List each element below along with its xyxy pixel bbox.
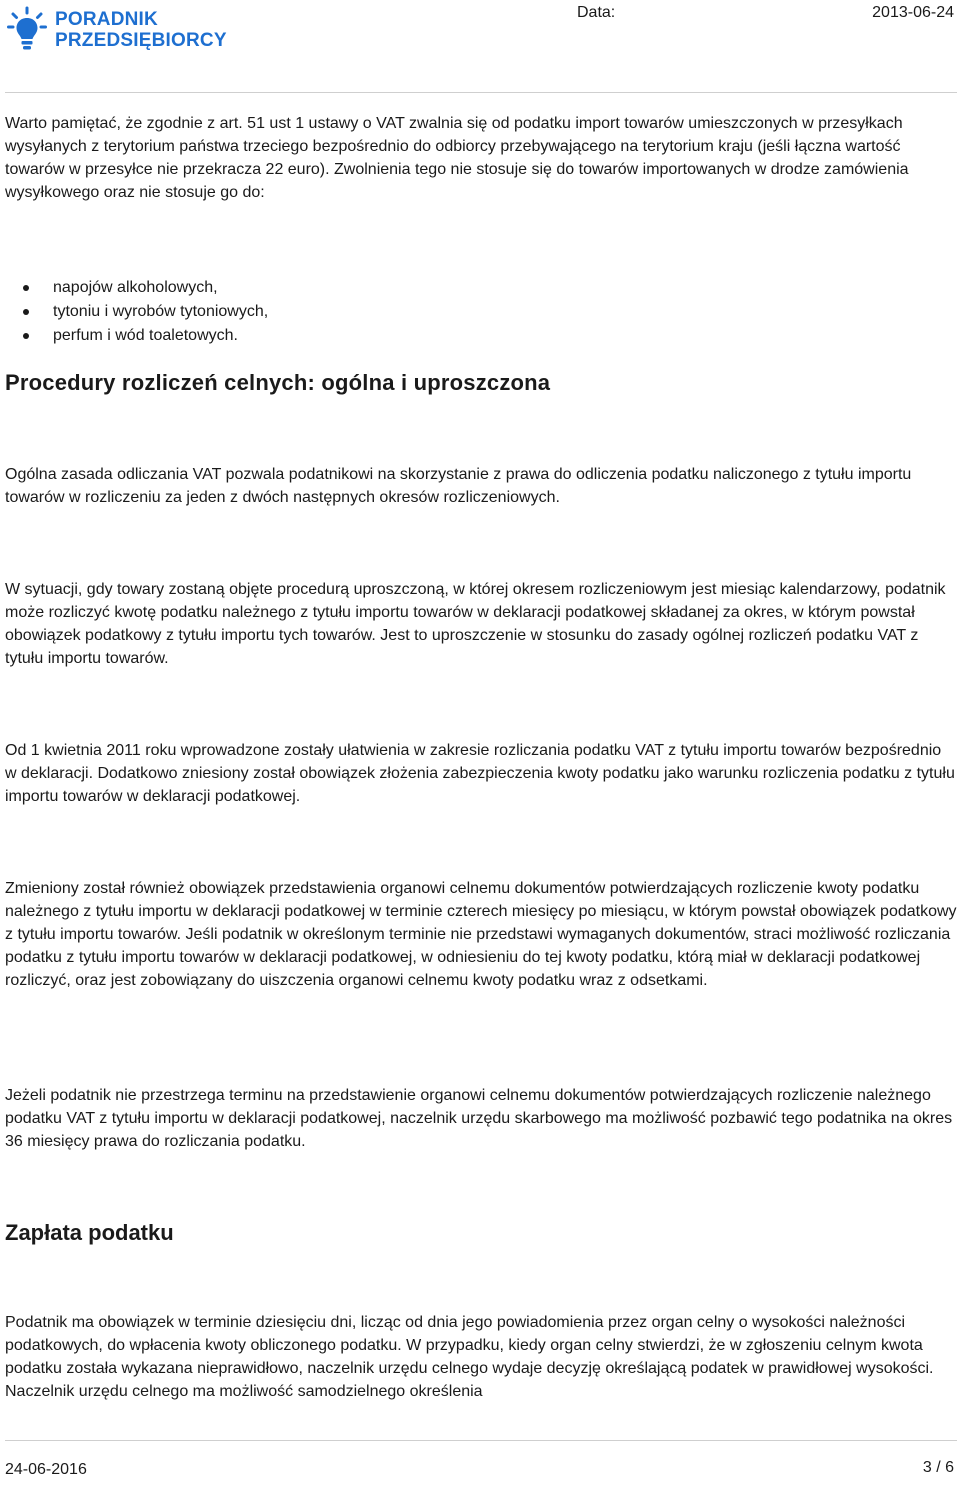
intro-paragraph: Warto pamiętać, że zgodnie z art. 51 ust 1 ustawy o VAT zwalnia się od podatku import towarów umieszczonych w przesyłkach wysyłanych z terytorium państwa trzeciego bezpośrednio do odbiorcy przebywającego na terytorium kraju (jeśli łączna wartość towarów w przesyłce nie przekracza 22 euro). Zwolnienia tego nie stosuje się do towarów importowanych w drodze zamówienia wysyłkowego oraz nie stosuje go do: — [5, 115, 909, 201]
paragraph: Jeżeli podatnik nie przestrzega terminu na przedstawienie organowi celnemu dokumentów potwierdzających rozliczenie należnego podatku VAT z tytułu importu w deklaracji podatkowej, naczelnik urzędu skarbowego ma możliwość pozbawić tego podatnika na okres 36 miesięcy prawa do rozliczania podatku. — [5, 1087, 953, 1150]
lightbulb-icon — [7, 6, 47, 52]
paragraph: Ogólna zasada odliczania VAT pozwala podatnikowi na skorzystanie z prawa do odliczenia podatku naliczonego z tytułu importu towarów w rozliczeniu za jeden z dwóch następnych okresów rozliczeniowych. — [5, 466, 912, 506]
list-item: napojów alkoholowych, — [53, 276, 268, 300]
logo-wordmark — [55, 9, 227, 51]
paragraph: W sytuacji, gdy towary zostaną objęte procedurą uproszczoną, w której okresem rozliczeniowym jest miesiąc kalendarzowy, podatnik może rozliczyć kwotę podatku należnego z tytułu importu towarów w deklaracji podatkowej składanej za okres, w którym powstał obowiązek podatkowy z tytułu importu tych towarów. Jest to uproszczenie w stosunku do zasady ogólnej rozliczeń podatku VAT z tytułu importu towarów. — [5, 581, 946, 667]
list-item: perfum i wód toaletowych. — [53, 324, 268, 348]
footer-divider — [5, 1440, 957, 1441]
list-item: tytoniu i wyrobów tytoniowych, — [53, 300, 268, 324]
date-value: 2013-06-24 — [872, 4, 954, 21]
date-label: Data: — [577, 4, 616, 21]
exemption-list — [5, 276, 268, 348]
section-heading-procedures: Procedury rozliczeń celnych: ogólna i uproszczona — [5, 370, 551, 395]
paragraph: Zmieniony został również obowiązek przedstawienia organowi celnemu dokumentów potwierdzających rozliczenie kwoty podatku należnego z tytułu importu w deklaracji podatkowej w terminie czterech miesięcy po miesiącu, w którym powstał obowiązek podatkowy z tytułu importu towarów. Jeśli podatnik w określonym terminie nie przedstawi wymaganych dokumentów, straci możliwość rozliczania podatku z tytułu importu towarów w deklaracji podatkowej, w odniesieniu do tej kwoty podatku, którą miał w deklaracji podatkowej rozliczyć, oraz jest zobowiązany do uiszczenia organowi celnemu kwoty podatku wraz z odsetkami. — [5, 880, 957, 989]
logo-line-1: PORADNIK — [55, 9, 158, 30]
page-header — [0, 0, 960, 92]
paragraph: Od 1 kwietnia 2011 roku wprowadzone zostały ułatwienia w zakresie rozliczania podatku VAT z tytułu importu towarów bezpośrednio w deklaracji. Dodatkowo zniesiony został obowiązek złożenia zabezpieczenia kwoty podatku jako warunku rozliczenia podatku z tytułu importu towarów w deklaracji podatkowej. — [5, 742, 955, 805]
site-logo[interactable] — [7, 4, 227, 54]
section-heading-payment: Zapłata podatku — [5, 1220, 174, 1245]
footer-date: 24-06-2016 — [5, 1461, 87, 1478]
logo-line-2: PRZEDSIĘBIORCY — [55, 30, 227, 51]
header-divider — [5, 92, 957, 93]
page-number: 3 / 6 — [922, 1459, 954, 1476]
paragraph: Podatnik ma obowiązek w terminie dziesięciu dni, licząc od dnia jego powiadomienia przez organ celny o wysokości należności podatkowych, do wpłacenia kwoty obliczonego podatku. W przypadku, kiedy organ celny stwierdzi, że w zgłoszeniu celnym kwota podatku została wykazana nieprawidłowo, naczelnik urzędu celnego wydaje decyzję określającą podatek w prawidłowej wysokości. Naczelnik urzędu celnego ma możliwość samodzielnego określenia — [5, 1314, 934, 1400]
